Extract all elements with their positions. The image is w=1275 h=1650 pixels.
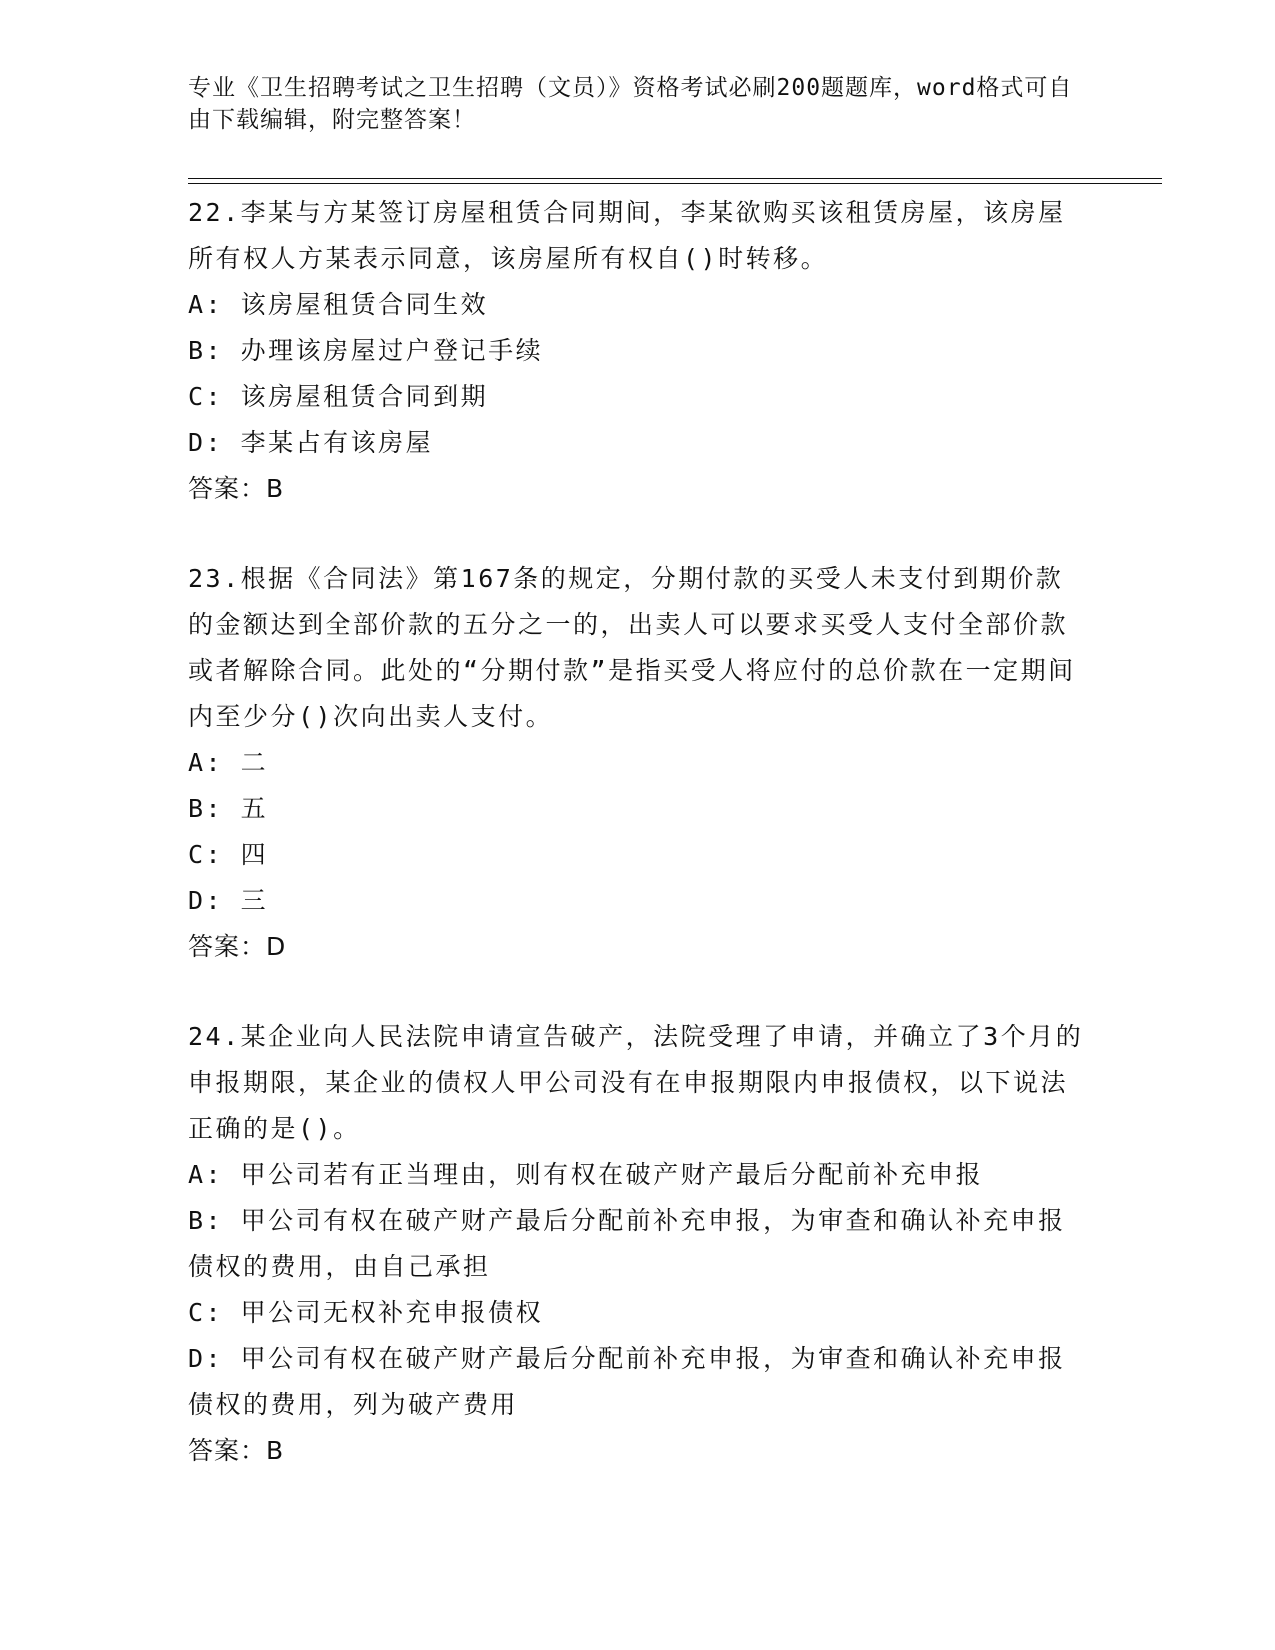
option-text: 李某占有该房屋 bbox=[240, 428, 434, 457]
option-text: 甲公司无权补充申报债权 bbox=[240, 1298, 544, 1327]
option-text: 四 bbox=[240, 840, 269, 869]
option-key: B: bbox=[188, 1206, 224, 1235]
document-header bbox=[188, 72, 1088, 136]
option-text: 办理该房屋过户登记手续 bbox=[240, 336, 544, 365]
option-key: B: bbox=[188, 794, 224, 823]
header-title: 专业《卫生招聘考试之卫生招聘（文员）》资格考试必刷200题题库，word格式可自由下载编辑，附完整答案！ bbox=[188, 75, 1073, 133]
question-stem: 24.某企业向人民法院申请宣告破产，法院受理了申请，并确立了3个月的申报期限，某企业的债权人甲公司没有在申报期限内申报债权，以下说法正确的是()。 bbox=[188, 1022, 1084, 1143]
option-key: A: bbox=[188, 748, 224, 777]
option-b bbox=[188, 786, 1088, 832]
option-a bbox=[188, 740, 1088, 786]
option-key: D: bbox=[188, 428, 224, 457]
option-d bbox=[188, 878, 1088, 924]
option-key: D: bbox=[188, 1344, 224, 1373]
option-a bbox=[188, 282, 1088, 328]
option-key: D: bbox=[188, 886, 224, 915]
option-key: A: bbox=[188, 1160, 224, 1189]
question-22 bbox=[188, 190, 1088, 512]
option-d bbox=[188, 420, 1088, 466]
option-text: 甲公司有权在破产财产最后分配前补充申报，为审查和确认补充申报债权的费用，列为破产费用 bbox=[188, 1344, 1066, 1419]
option-c bbox=[188, 1290, 1088, 1336]
question-24 bbox=[188, 1014, 1088, 1474]
answer-line: 答案：B bbox=[188, 474, 285, 503]
header-divider bbox=[188, 178, 1162, 184]
answer-line: 答案：D bbox=[188, 932, 287, 961]
answer-line: 答案：B bbox=[188, 1436, 285, 1465]
question-stem: 22.李某与方某签订房屋租赁合同期间，李某欲购买该租赁房屋，该房屋所有权人方某表示同意，该房屋所有权自()时转移。 bbox=[188, 198, 1066, 273]
option-b bbox=[188, 1198, 1088, 1290]
option-text: 该房屋租赁合同到期 bbox=[240, 382, 489, 411]
option-key: C: bbox=[188, 1298, 224, 1327]
option-text: 该房屋租赁合同生效 bbox=[240, 290, 489, 319]
option-key: B: bbox=[188, 336, 224, 365]
option-key: A: bbox=[188, 290, 224, 319]
option-a bbox=[188, 1152, 1088, 1198]
question-stem: 23.根据《合同法》第167条的规定，分期付款的买受人未支付到期价款的金额达到全部价款的五分之一的，出卖人可以要求买受人支付全部价款或者解除合同。此处的“分期付款”是指买受人将应付的总价款在一定期间内至少分()次向出卖人支付。 bbox=[188, 564, 1076, 731]
option-text: 五 bbox=[240, 794, 269, 823]
option-b bbox=[188, 328, 1088, 374]
option-c bbox=[188, 832, 1088, 878]
option-text: 甲公司有权在破产财产最后分配前补充申报，为审查和确认补充申报债权的费用，由自己承担 bbox=[188, 1206, 1066, 1281]
option-text: 甲公司若有正当理由，则有权在破产财产最后分配前补充申报 bbox=[240, 1160, 984, 1189]
option-d bbox=[188, 1336, 1088, 1428]
option-key: C: bbox=[188, 382, 224, 411]
option-c bbox=[188, 374, 1088, 420]
option-key: C: bbox=[188, 840, 224, 869]
question-list bbox=[188, 190, 1088, 1518]
option-text: 二 bbox=[240, 748, 269, 777]
question-23 bbox=[188, 556, 1088, 970]
option-text: 三 bbox=[240, 886, 269, 915]
